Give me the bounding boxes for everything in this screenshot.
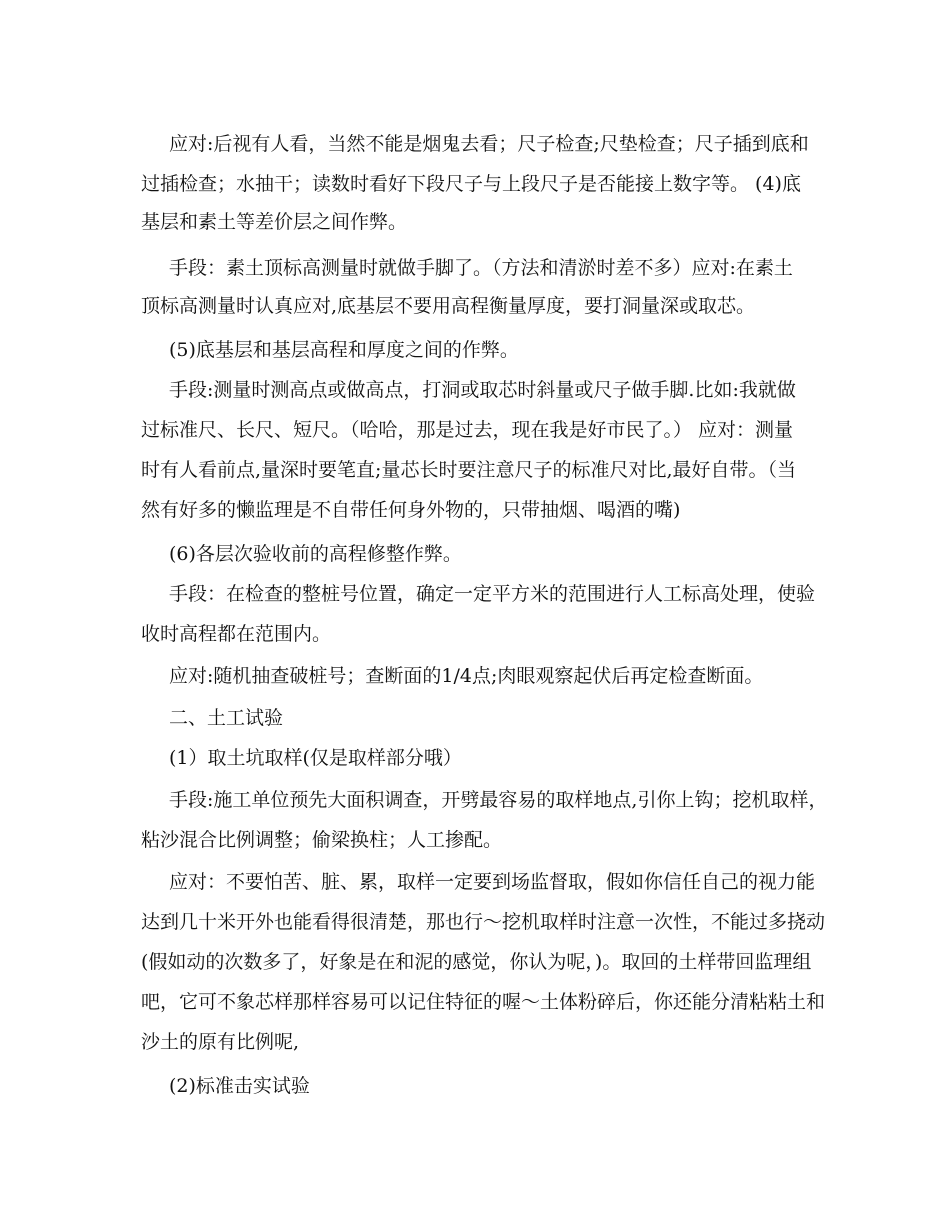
text-line: 沙土的原有比例呢, (141, 1031, 300, 1053)
section-heading: 二、土工试验 (169, 707, 284, 729)
text-line: 粘沙混合比例调整；偷梁换柱；人工掺配。 (141, 829, 503, 851)
text-line: 达到几十米开外也能看得很清楚，那也行～挖机取样时注意一次性，不能过多挠动 (141, 911, 826, 933)
text-line: 应对：不要怕苦、脏、累，取样一定要到场监督取，假如你信任自己的视力能 (169, 871, 816, 893)
text-line: 收时高程都在范围内。 (141, 623, 332, 645)
text-line: 手段:测量时测高点或做高点，打洞或取芯时斜量或尺子做手脚.比如:我就做 (169, 379, 796, 401)
text-line: 应对:随机抽查破桩号；查断面的1/4点;肉眼观察起伏后再定检查断面。 (169, 665, 764, 687)
text-line: 手段：素土顶标高测量时就做手脚了。（方法和清淤时差不多）应对:在素土 (169, 257, 793, 279)
text-line: 吧，它可不象芯样那样容易可以记住特征的喔～土体粉碎后，你还能分清粘粘土和 (141, 991, 826, 1013)
section-heading: (5)底基层和基层高程和厚度之间的作弊。 (169, 339, 519, 361)
text-line: 基层和素土等差价层之间作弊。 (141, 211, 408, 233)
text-line: (假如动的次数多了，好象是在和泥的感觉，你认为呢，)。取回的土样带回监理组 (141, 951, 812, 973)
text-line: 顶标高测量时认真应对,底基层不要用高程衡量厚度，要打洞量深或取芯。 (141, 295, 756, 317)
section-heading: (1）取土坑取样(仅是取样部分哦） (169, 747, 462, 769)
text-line: 应对:后视有人看，当然不能是烟鬼去看；尺子检查;尺垫检查；尺子插到底和 (169, 133, 809, 155)
text-line: 过标准尺、长尺、短尺。（哈哈，那是过去，现在我是好市民了。） 应对：测量 (141, 419, 794, 441)
text-line: 然有好多的懒监理是不自带任何身外物的，只带抽烟、喝酒的嘴) (141, 499, 681, 521)
section-heading: (6)各层次验收前的高程修整作弊。 (169, 543, 462, 565)
section-heading: (2)标准击实试验 (169, 1075, 310, 1097)
text-line: 时有人看前点,量深时要笔直;量芯长时要注意尺子的标准尺对比,最好自带。（当 (141, 459, 796, 481)
text-line: 过插检查；水抽干；读数时看好下段尺子与上段尺子是否能接上数字等。 (4)底 (141, 173, 801, 195)
text-line: 手段:施工单位预先大面积调查，开劈最容易的取样地点,引你上钩；挖机取样， (169, 789, 828, 811)
text-line: 手段：在检查的整桩号位置，确定一定平方米的范围进行人工标高处理，使验 (169, 583, 816, 605)
